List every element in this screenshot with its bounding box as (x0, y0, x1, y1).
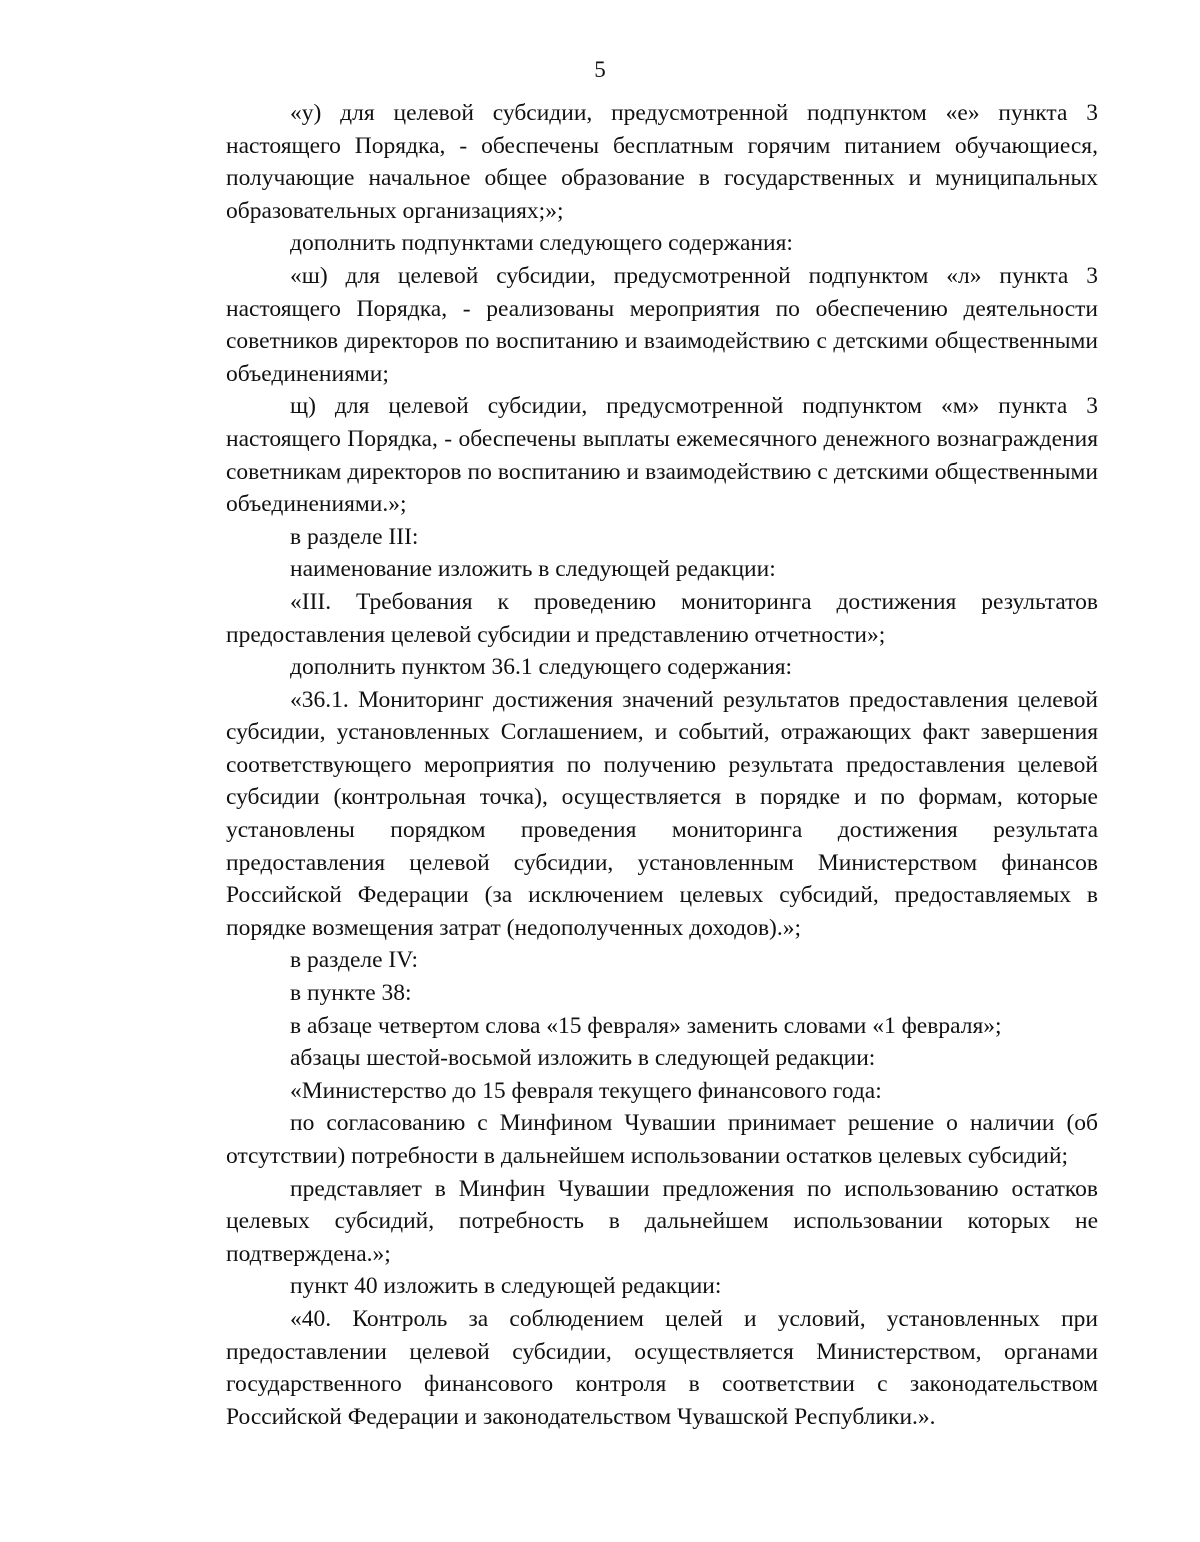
document-body (226, 97, 1098, 1433)
paragraph-minfin-proposals: представляет в Минфин Чувашии предложения по использованию остатков целевых субсидий, потребность в дальнейшем использовании которых не подтверждена.»; (226, 1175, 1098, 1267)
paragraph-section-3-title: «III. Требования к проведению мониторинга достижения результатов предоставления целевой субсидии и представлению отчетности»; (226, 588, 1098, 648)
paragraph-36-1: «36.1. Мониторинг достижения значений результатов предоставления целевой субсидии, установленных Соглашением, и событий, отражающих факт завершения соответствующего мероприятия по получению результата предоставления целевой субсидии (контрольная точка), осуществляется в порядке и по формам, которые установлены порядком проведения мониторинга достижения результата предоставления целевой субсидии, установленным Министерством финансов Российской Федерации (за исключением целевых субсидий, предоставляемых в порядке возмещения затрат (недополученных доходов).»; (226, 686, 1098, 941)
paragraph-item-u: «у) для целевой субсидии, предусмотренной подпунктом «е» пункта 3 настоящего Порядка, - обеспечены бесплатным горячим питанием обучающиеся, получающие начальное общее образование в государственных и муниципальных образовательных организациях;»; (226, 100, 1098, 224)
paragraph-point-38: в пункте 38: (290, 980, 412, 1007)
paragraph-add-36-1: дополнить пунктом 36.1 следующего содержания: (290, 654, 793, 681)
paragraph-item-sh: «ш) для целевой субсидии, предусмотренной подпунктом «л» пункта 3 настоящего Порядка, - реализованы мероприятия по обеспечению деятельности советников директоров по воспитанию и взаимодействию с детскими общественными объединениями; (226, 262, 1098, 387)
paragraph-item-shch: щ) для целевой субсидии, предусмотренной подпунктом «м» пункта 3 настоящего Порядка, - обеспечены выплаты ежемесячного денежного вознаграждения советникам директоров по воспитанию и взаимодействию с детскими общественными объединениями.»; (226, 393, 1098, 518)
paragraph-section-3: в разделе III: (290, 523, 419, 550)
paragraph-section-4: в разделе IV: (290, 947, 419, 974)
paragraph-minfin-agreement: по согласованию с Минфином Чувашии принимает решение о наличии (об отсутствии) потребности в дальнейшем использовании остатков целевых субсидий; (226, 1110, 1098, 1169)
paragraph-point-40-edit: пункт 40 изложить в следующей редакции: (290, 1273, 722, 1300)
paragraph-ministry-deadline: «Министерство до 15 февраля текущего финансового года: (290, 1077, 882, 1104)
paragraph-point-40: «40. Контроль за соблюдением целей и условий, установленных при предоставлении целевой субсидии, осуществляется Министерством, органами государственного финансового контроля в соответствии с законодательством Российской Федерации и законодательством Чувашской Республики.». (226, 1305, 1098, 1430)
page-number: 5 (594, 57, 606, 82)
paragraph-abzac-4: в абзаце четвертом слова «15 февраля» заменить словами «1 февраля»; (290, 1012, 1002, 1039)
paragraph-title-edit: наименование изложить в следующей редакции: (290, 556, 776, 583)
paragraph-add-subitems: дополнить подпунктами следующего содержания: (290, 230, 793, 257)
paragraph-abzac-6-8: абзацы шестой-восьмой изложить в следующей редакции: (290, 1045, 876, 1072)
